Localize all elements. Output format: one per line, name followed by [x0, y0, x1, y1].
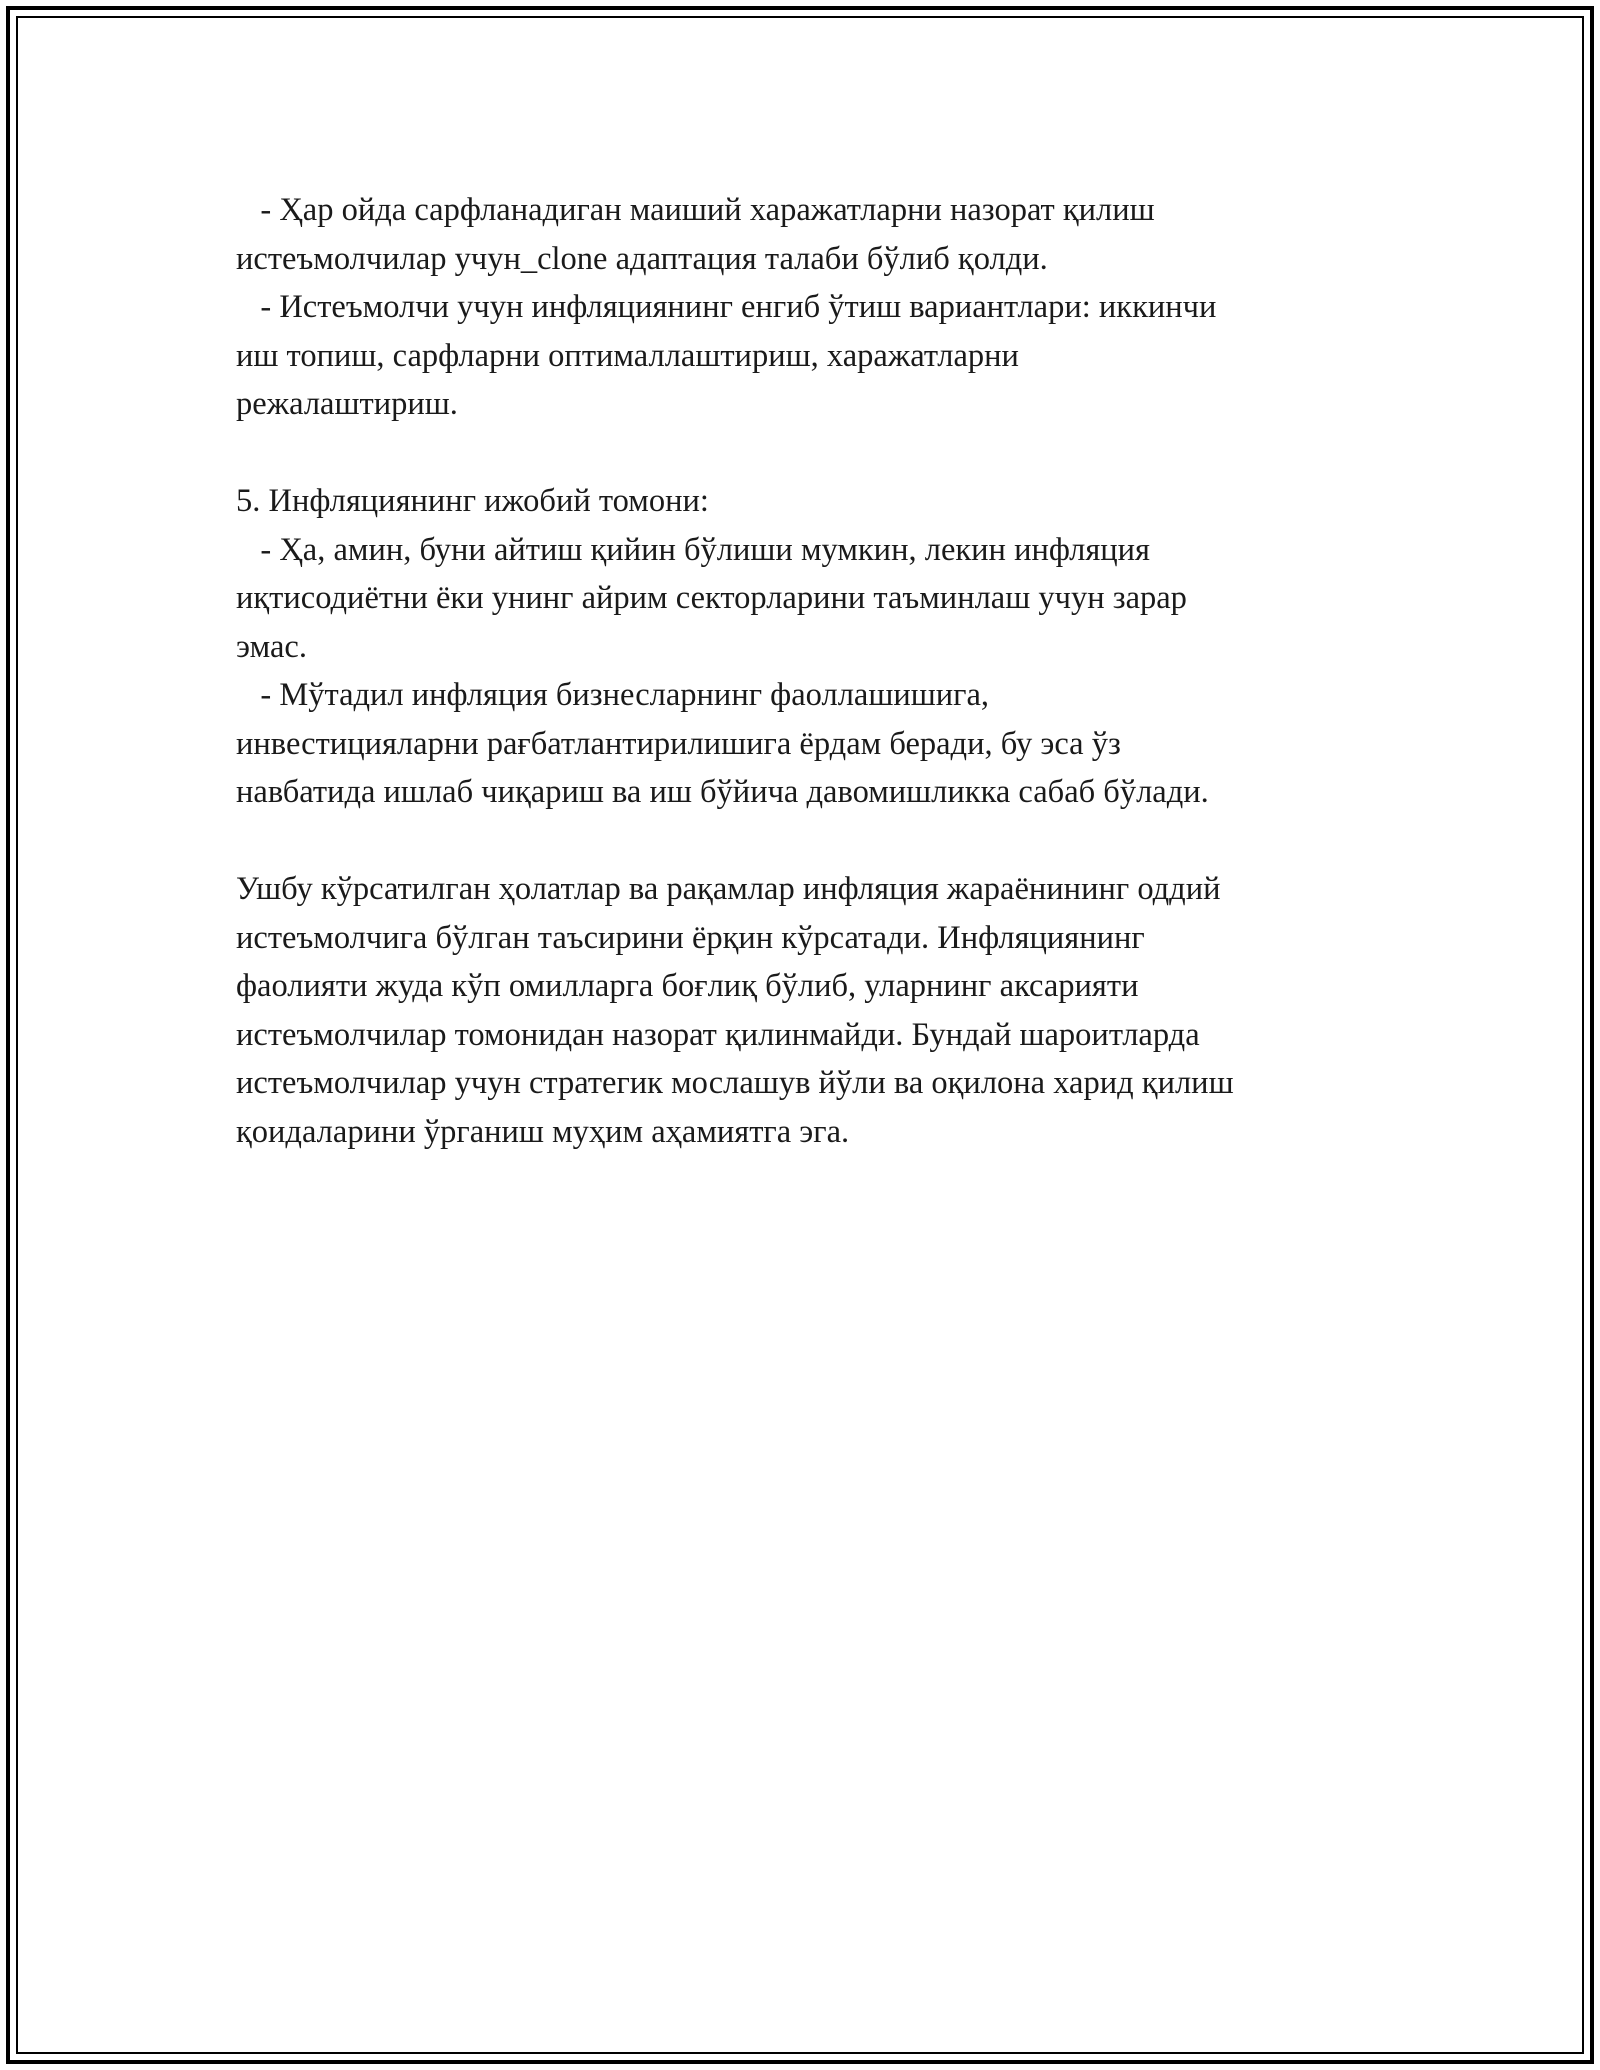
text-line: навбатида ишлаб чиқариш ва иш бўйича давомишликка сабаб бўлади. — [236, 774, 1209, 810]
text-line: истеъмолчига бўлган таъсирини ёрқин кўрсатади. Инфляциянинг — [236, 919, 1145, 956]
section-heading: 5. Инфляциянинг ижобий томони: — [236, 483, 709, 519]
text-line: - Мўтадил инфляция бизнесларнинг фаоллашишига, — [236, 677, 990, 713]
text-line: истеъмолчилар учун_clone адаптация талаби бўлиб қолди. — [236, 240, 1048, 277]
text-line: иш топиш, сарфларни оптималлаштириш, харажатларни — [236, 337, 1019, 374]
text-line: Ушбу кўрсатилган ҳолатлар ва рақамлар инфляция жараёнининг оддий — [236, 871, 1221, 907]
text-line: қоидаларини ўрганиш муҳим аҳамиятга эга. — [236, 1113, 850, 1150]
paragraph-conclusion — [236, 865, 1396, 1156]
text-line: режалаштириш. — [236, 386, 458, 422]
text-line: фаолияти жуда кўп омилларга боғлиқ бўлиб, уларнинг аксарияти — [236, 968, 1139, 1004]
text-line: иқтисодиётни ёки унинг айрим секторларини таъминлаш учун зарар — [236, 580, 1187, 616]
text-line: эмас. — [236, 628, 307, 665]
text-line: - Ҳа, амин, буни айтиш қийин бўлиши мумкин, лекин инфляция — [236, 531, 1150, 568]
paragraph-consumer-adaptation — [236, 186, 1396, 429]
document-body — [236, 186, 1396, 1156]
text-line: истеъмолчилар учун стратегик мослашув йўли ва оқилона харид қилиш — [236, 1065, 1234, 1101]
paragraph-spacer — [236, 817, 1396, 866]
text-line: инвестицияларни рағбатлантирилишига ёрдам беради, бу эса ўз — [236, 725, 1121, 762]
section-positive-side — [236, 477, 1396, 817]
paragraph-spacer — [236, 429, 1396, 478]
text-line: - Ҳар ойда сарфланадиган маиший харажатларни назорат қилиш — [236, 192, 1155, 228]
text-line: истеъмолчилар томонидан назорат қилинмайди. Бундай шароитларда — [236, 1016, 1200, 1053]
text-line: - Истеъмолчи учун инфляциянинг енгиб ўтиш вариантлари: иккинчи — [236, 289, 1217, 325]
